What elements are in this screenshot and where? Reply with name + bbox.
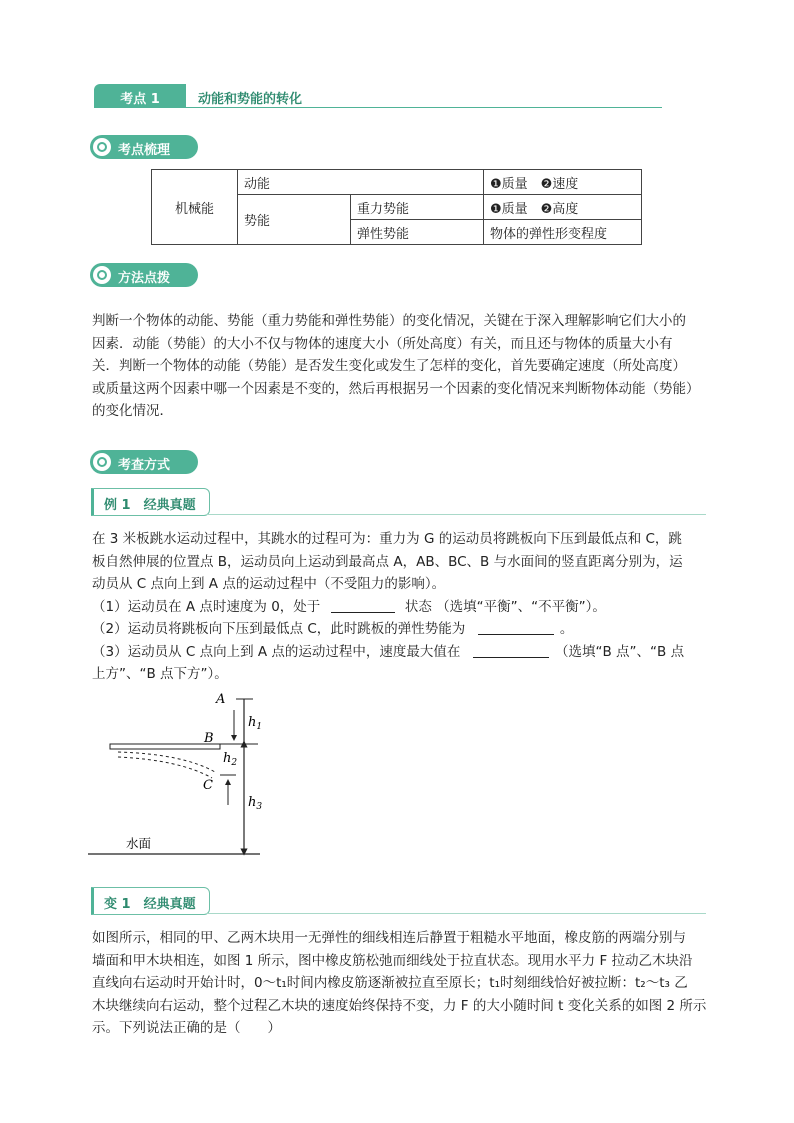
example1-stem-line: 动员从 C 点向上到 A 点的运动过程中（不受阻力的影响）。 xyxy=(92,576,446,592)
question-3-cont: 上方”、“B 点下方”）。 xyxy=(92,666,228,682)
target-icon xyxy=(93,266,111,284)
table-elastic-cell: 弹性势能 xyxy=(351,220,484,245)
section-tab-label: 考点 1 xyxy=(120,92,160,107)
question-3 xyxy=(92,641,704,664)
label-b: B xyxy=(204,731,214,746)
target-icon xyxy=(93,138,111,156)
diving-figure xyxy=(88,690,278,862)
question-1-text: （1）运动员在 A 点时速度为 0，处于 xyxy=(92,598,321,615)
label-h3: $h_3$ xyxy=(248,795,263,812)
label-a: A xyxy=(216,692,226,707)
pill-method xyxy=(90,263,198,287)
table-gravity-cell: 重力势能 xyxy=(351,195,484,220)
label-water: 水面 xyxy=(126,836,152,851)
variant1-rule xyxy=(206,913,706,914)
question-2-text: （2）运动员将跳板向下压到最低点 C，此时跳板的弹性势能为 xyxy=(92,621,466,637)
example1-stem-line: 板自然伸展的位置点 B，运动员向上运动到最高点 A，AB、BC、B 与水面间的竖直距离分别为，运 xyxy=(92,553,683,570)
variant1-line: 如图所示，相同的甲、乙两木块用一无弹性的细线相连后静置于粗糙水平地面，橡皮筋的两端分别与 xyxy=(92,930,686,946)
example1-label: 例 1 经典真题 xyxy=(104,498,196,513)
pill-review xyxy=(90,135,198,159)
method-line: 关．判断一个物体的动能（势能）是否发生变化或发生了怎样的变化，首先要确定速度（所处高度） xyxy=(92,358,686,374)
question-2-tail: 。 xyxy=(559,621,574,637)
question-2 xyxy=(92,618,704,641)
variant1-line: 木块继续向右运动，整个过程乙木块的速度始终保持不变，力 F 的大小随时间 t 变化关系的如图 2 所示 xyxy=(92,997,707,1014)
section-title: 动能和势能的转化 xyxy=(198,92,303,107)
method-paragraph xyxy=(92,310,704,423)
table-root-cell: 机械能 xyxy=(152,170,238,245)
answer-blank-1[interactable] xyxy=(331,598,395,613)
example1-label-box xyxy=(91,488,210,516)
variant1-label-box xyxy=(91,887,210,915)
variant1-line: 示。下列说法正确的是（ ） xyxy=(92,1020,281,1036)
pill-method-label: 方法点拨 xyxy=(118,271,171,286)
table-elastic-factors: 物体的弹性形变程度 xyxy=(484,220,642,245)
method-line: 因素．动能（势能）的大小不仅与物体的速度大小（所处高度）有关，而且还与物体的质量大小有 xyxy=(92,335,673,352)
variant1-line: 墙面和甲木块相连，如图 1 所示，图中橡皮筋松弛而细线处于拉直状态。现用水平力 F 拉动乙木块沿 xyxy=(92,952,693,969)
answer-blank-2[interactable] xyxy=(478,620,554,635)
pill-exam-label: 考查方式 xyxy=(118,458,171,473)
section-divider xyxy=(94,107,662,108)
label-c: C xyxy=(203,778,213,793)
variant1-line: 直线向右运动时开始计时，0～t₁时间内橡皮筋逐渐被拉直至原长；t₁时刻细线恰好被拉断：t₂～t₃ 乙 xyxy=(92,975,688,991)
answer-blank-3[interactable] xyxy=(473,643,549,658)
example1-body xyxy=(92,528,704,686)
example1-rule xyxy=(206,514,706,515)
bent-board-dashed xyxy=(118,757,212,778)
variant1-label: 变 1 经典真题 xyxy=(104,897,196,912)
table-potential-cell: 势能 xyxy=(238,195,351,245)
question-3-text: （3）运动员从 C 点向上到 A 点的运动过程中，速度最大值在 xyxy=(92,643,461,660)
section-tab xyxy=(94,84,186,108)
table-kinetic-cell: 动能 xyxy=(238,170,484,195)
target-icon xyxy=(93,453,111,471)
variant1-body xyxy=(92,927,707,1040)
pill-exam xyxy=(90,450,198,474)
method-line: 的变化情况． xyxy=(92,403,173,419)
question-1 xyxy=(92,596,704,619)
question-1-tail: 状态 （选填“平衡”、“不平衡”）。 xyxy=(404,598,606,615)
label-h1: $h_1$ xyxy=(248,715,263,732)
table-gravity-factors: ❶质量 ❷高度 xyxy=(484,195,642,220)
method-line: 判断一个物体的动能、势能（重力势能和弹性势能）的变化情况，关键在于深入理解影响它们大小的 xyxy=(92,313,686,329)
example1-stem-line: 在 3 米板跳水运动过程中，其跳水的过程可为：重力为 G 的运动员将跳板向下压到最低点和 C，跳 xyxy=(92,531,682,547)
question-3-tail: （选填“B 点”、“B 点 xyxy=(555,643,685,660)
energy-table xyxy=(151,169,642,245)
label-h2: $h_2$ xyxy=(223,751,238,768)
table-kinetic-factors: ❶质量 ❷速度 xyxy=(484,170,642,195)
pill-review-label: 考点梳理 xyxy=(118,143,171,158)
method-line: 或质量这两个因素中哪一个因素是不变的，然后再根据另一个因素的变化情况来判断物体动能（势能） xyxy=(92,380,700,397)
